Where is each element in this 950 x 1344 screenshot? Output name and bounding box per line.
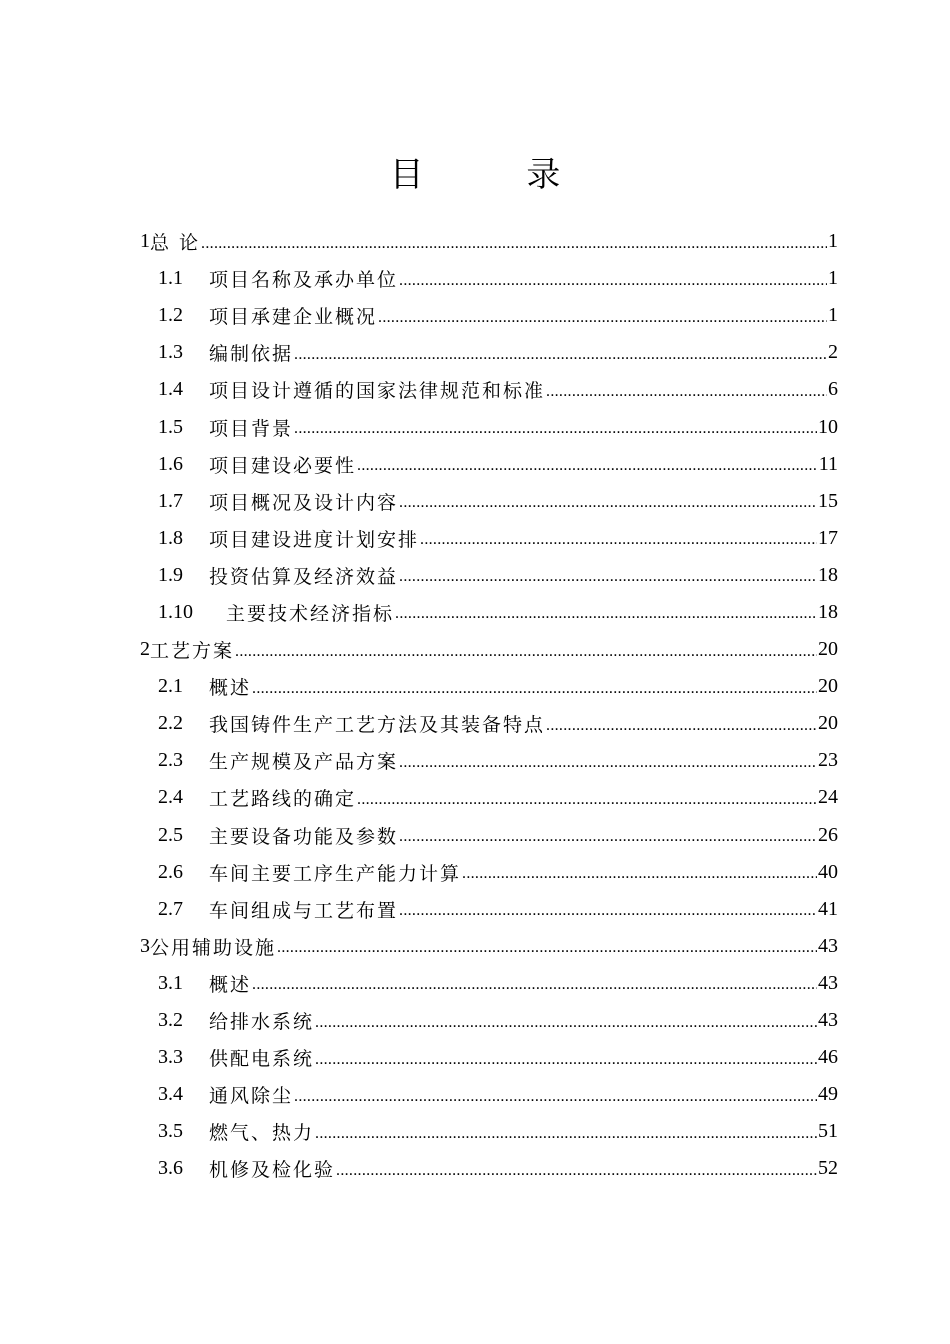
toc-leader-dots (315, 1050, 817, 1070)
toc-entry-page: 18 (818, 600, 838, 623)
toc-entry-number: 2.3 (158, 749, 183, 772)
toc-entry-page: 46 (818, 1046, 838, 1069)
toc-entry-label: 供配电系统 (209, 1048, 315, 1071)
toc-leader-dots (399, 901, 817, 921)
toc-leader-dots (294, 419, 817, 439)
toc-leader-dots (201, 234, 827, 254)
toc-leader-dots (462, 864, 817, 884)
toc-entry-number: 1.3 (158, 341, 183, 364)
toc-entry-label: 燃气、热力 (209, 1122, 315, 1145)
toc-entry-label: 编制依据 (209, 343, 294, 366)
toc-entry-page: 6 (828, 378, 838, 401)
toc-leader-dots (546, 716, 817, 736)
toc-entry-label: 车间组成与工艺布置 (209, 899, 399, 922)
toc-entry-page: 11 (818, 452, 838, 475)
toc-entry-label: 概述 (209, 677, 252, 700)
toc-entry-label: 机修及检化验 (209, 1159, 336, 1182)
toc-entry-number: 2.7 (158, 897, 183, 920)
toc-leader-dots (399, 567, 817, 587)
toc-entry-page: 51 (818, 1120, 838, 1143)
toc-leader-dots (235, 642, 817, 662)
toc-entry[interactable] (140, 1150, 838, 1187)
toc-list (140, 223, 838, 1187)
toc-entry-number: 2.5 (158, 823, 183, 846)
toc-entry-number: 1.7 (158, 489, 183, 512)
toc-entry-number: 2.1 (158, 675, 183, 698)
toc-entry[interactable] (140, 742, 838, 779)
toc-entry-page: 18 (818, 563, 838, 586)
toc-entry-page: 1 (828, 304, 838, 327)
toc-entry-label: 项目承建企业概况 (209, 306, 378, 329)
toc-entry-page: 1 (828, 230, 838, 253)
toc-entry[interactable] (140, 854, 838, 891)
toc-entry[interactable] (140, 483, 838, 520)
toc-entry-label: 通风除尘 (209, 1085, 294, 1108)
toc-title: 目 录 (389, 155, 607, 195)
toc-entry[interactable] (140, 1039, 838, 1076)
toc-entry-number: 2 (140, 638, 150, 661)
toc-entry-label: 总 论 (150, 232, 201, 255)
toc-leader-dots (315, 1013, 817, 1033)
toc-entry[interactable] (140, 446, 838, 483)
toc-entry[interactable] (140, 223, 838, 260)
toc-entry-page: 2 (828, 341, 838, 364)
toc-leader-dots (294, 1087, 817, 1107)
toc-entry[interactable] (140, 594, 838, 631)
toc-entry-number: 1.9 (158, 563, 183, 586)
toc-leader-dots (252, 679, 817, 699)
toc-leader-dots (399, 271, 827, 291)
toc-leader-dots (399, 493, 817, 513)
toc-entry-label: 工艺方案 (150, 640, 235, 663)
toc-entry-page: 40 (818, 860, 838, 883)
toc-entry-page: 20 (818, 675, 838, 698)
toc-entry-number: 3 (140, 934, 150, 957)
toc-entry-page: 52 (818, 1157, 838, 1180)
toc-entry-number: 3.2 (158, 1009, 183, 1032)
toc-entry-label: 主要设备功能及参数 (209, 825, 399, 848)
toc-entry-label: 项目概况及设计内容 (209, 491, 399, 514)
toc-entry-label: 项目建设进度计划安排 (209, 528, 420, 551)
toc-entry[interactable] (140, 1113, 838, 1150)
toc-entry-number: 3.6 (158, 1157, 183, 1180)
toc-entry-page: 15 (818, 489, 838, 512)
toc-entry-page: 10 (818, 415, 838, 438)
toc-entry-number: 1 (140, 230, 150, 253)
toc-entry-page: 20 (818, 638, 838, 661)
toc-entry-number: 3.4 (158, 1083, 183, 1106)
toc-entry-page: 26 (818, 823, 838, 846)
toc-leader-dots (378, 308, 827, 328)
toc-entry-label: 项目名称及承办单位 (209, 269, 399, 292)
toc-entry-page: 41 (818, 897, 838, 920)
toc-entry-label: 工艺路线的确定 (209, 788, 357, 811)
toc-entry-number: 3.5 (158, 1120, 183, 1143)
toc-entry-page: 1 (828, 267, 838, 290)
toc-entry-label: 我国铸件生产工艺方法及其装备特点 (209, 714, 546, 737)
toc-entry[interactable] (140, 520, 838, 557)
toc-leader-dots (399, 753, 817, 773)
toc-entry-label: 主要技术经济指标 (226, 602, 395, 625)
toc-entry[interactable] (140, 965, 838, 1002)
toc-entry[interactable] (140, 371, 838, 408)
toc-leader-dots (357, 790, 817, 810)
toc-leader-dots (252, 975, 817, 995)
toc-entry-number: 1.4 (158, 378, 183, 401)
toc-entry-number: 3.1 (158, 971, 183, 994)
toc-entry-page: 43 (818, 1009, 838, 1032)
toc-entry[interactable] (140, 1076, 838, 1113)
toc-leader-dots (420, 530, 817, 550)
toc-entry-page: 24 (818, 786, 838, 809)
toc-entry[interactable] (140, 928, 838, 965)
toc-entry[interactable] (140, 891, 838, 928)
toc-entry[interactable] (140, 668, 838, 705)
toc-leader-dots (395, 604, 817, 624)
toc-entry-number: 2.6 (158, 860, 183, 883)
toc-entry[interactable] (140, 817, 838, 854)
toc-leader-dots (277, 938, 817, 958)
toc-leader-dots (315, 1124, 817, 1144)
toc-entry-page: 20 (818, 712, 838, 735)
toc-entry[interactable] (140, 260, 838, 297)
toc-entry-page: 23 (818, 749, 838, 772)
toc-entry-label: 投资估算及经济效益 (209, 565, 399, 588)
toc-entry-number: 1.10 (158, 600, 193, 623)
toc-leader-dots (294, 345, 827, 365)
toc-entry-number: 3.3 (158, 1046, 183, 1069)
toc-leader-dots (357, 456, 818, 476)
toc-entry-number: 2.2 (158, 712, 183, 735)
toc-entry-page: 43 (818, 934, 838, 957)
toc-entry-label: 车间主要工序生产能力计算 (209, 862, 462, 885)
toc-entry-label: 项目背景 (209, 417, 294, 440)
toc-entry[interactable] (140, 297, 838, 334)
toc-entry-page: 43 (818, 971, 838, 994)
toc-entry-number: 1.1 (158, 267, 183, 290)
toc-entry-label: 给排水系统 (209, 1011, 315, 1034)
toc-leader-dots (546, 382, 827, 402)
toc-entry-label: 公用辅助设施 (150, 936, 277, 959)
toc-entry[interactable] (140, 631, 838, 668)
toc-entry[interactable] (140, 557, 838, 594)
toc-entry-label: 生产规模及产品方案 (209, 751, 399, 774)
toc-entry[interactable] (140, 779, 838, 816)
toc-leader-dots (399, 827, 817, 847)
toc-entry-page: 17 (818, 526, 838, 549)
toc-entry[interactable] (140, 334, 838, 371)
toc-entry[interactable] (140, 408, 838, 445)
toc-entry-number: 2.4 (158, 786, 183, 809)
toc-entry-number: 1.8 (158, 526, 183, 549)
toc-entry-number: 1.2 (158, 304, 183, 327)
toc-entry-page: 49 (818, 1083, 838, 1106)
toc-entry-label: 项目设计遵循的国家法律规范和标准 (209, 380, 546, 403)
toc-entry-number: 1.5 (158, 415, 183, 438)
toc-entry[interactable] (140, 705, 838, 742)
toc-entry-number: 1.6 (158, 452, 183, 475)
toc-entry-label: 项目建设必要性 (209, 454, 357, 477)
toc-entry-label: 概述 (209, 973, 252, 996)
toc-entry[interactable] (140, 1002, 838, 1039)
toc-leader-dots (336, 1161, 817, 1181)
